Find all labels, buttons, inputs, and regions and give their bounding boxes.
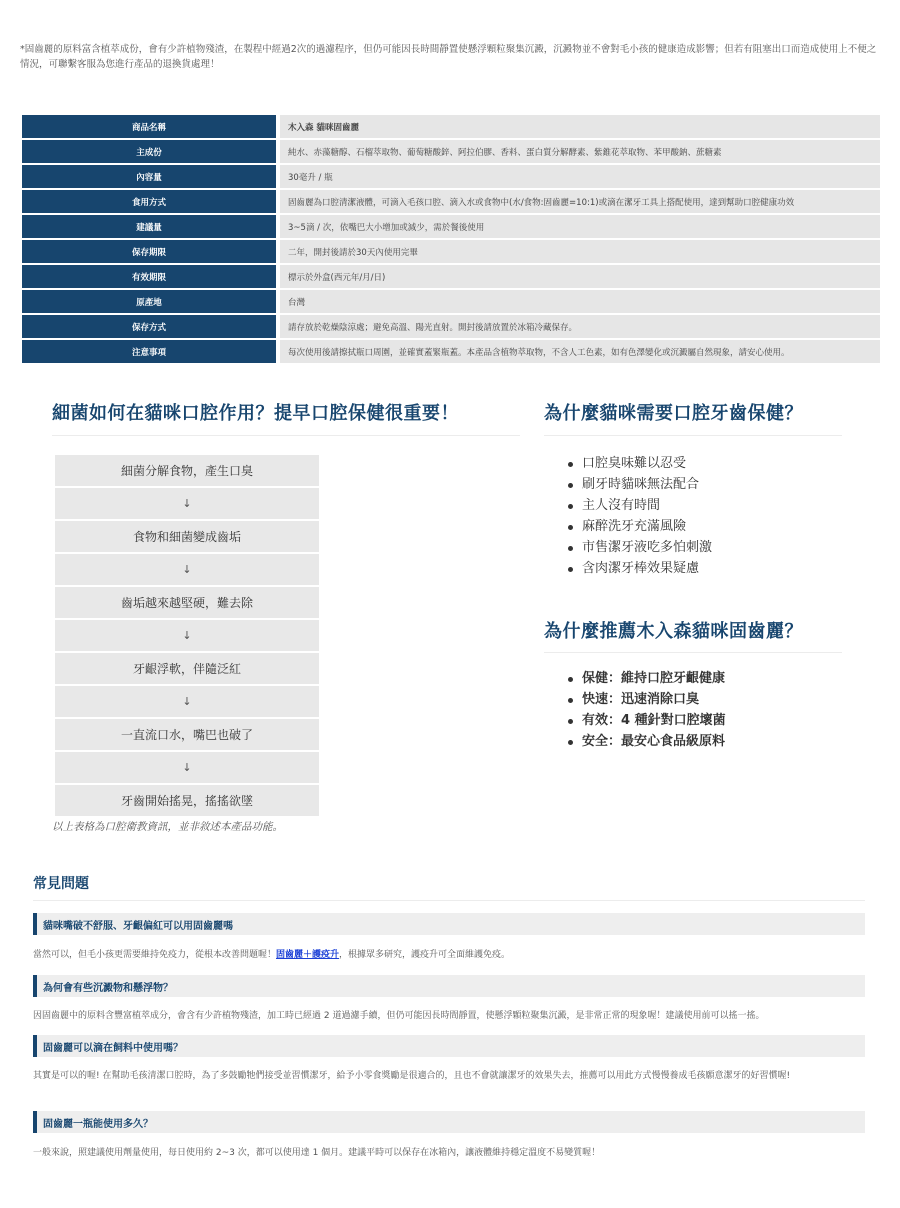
list-item: 安全：最安心食品級原料 xyxy=(566,731,726,752)
why-heading: 為什麼貓咪需要口腔牙齒保健？ xyxy=(544,403,803,424)
spec-row-shelf-life xyxy=(22,240,880,263)
recommend-list xyxy=(566,668,726,752)
spec-row-volume xyxy=(22,165,880,188)
flow-arrow: ↓ xyxy=(55,620,319,651)
answer-text: 當然可以，但毛小孩更需要維持免疫力，從根本改善問題喔！ xyxy=(33,950,277,960)
list-item: 口腔臭味難以忍受 xyxy=(566,453,712,474)
spec-value: 標示於外盒(西元年/月/日) xyxy=(276,265,880,288)
list-item: 有效：4 種針對口腔壞菌 xyxy=(566,710,726,731)
bacteria-heading: 細菌如何在貓咪口腔作用？提早口腔保健很重要！ xyxy=(52,403,459,424)
spec-key: 原產地 xyxy=(22,290,276,313)
divider xyxy=(544,435,842,436)
flow-step: 牙齦浮軟，伴隨泛紅 xyxy=(55,653,319,684)
faq-question[interactable]: 固齒麗可以滴在飼料中使用嗎？ xyxy=(33,1035,865,1057)
divider xyxy=(33,900,865,901)
list-item: 保健：維持口腔牙齦健康 xyxy=(566,668,726,689)
spec-key: 食用方式 xyxy=(22,190,276,213)
spec-key: 注意事項 xyxy=(22,340,276,363)
spec-value: 純水、赤藻糖醇、石榴萃取物、葡萄糖酸鋅、阿拉伯膠、香料、蛋白質分解酵素、紫錐花萃取物、苯甲酸鈉、蔗糖素 xyxy=(276,140,880,163)
list-item: 快速：迅速消除口臭 xyxy=(566,689,726,710)
spec-value: 30毫升 / 瓶 xyxy=(276,165,880,188)
list-item: 主人沒有時間 xyxy=(566,495,712,516)
spec-value: 木入森 貓咪固齒麗 xyxy=(276,115,880,138)
faq-answer xyxy=(33,948,865,963)
flow-arrow: ↓ xyxy=(55,554,319,585)
flow-arrow: ↓ xyxy=(55,686,319,717)
spec-key: 內容量 xyxy=(22,165,276,188)
spec-value: 3~5滴 / 次，依嘴巴大小增加或減少，需於餐後使用 xyxy=(276,215,880,238)
list-item: 麻醉洗牙充滿風險 xyxy=(566,516,712,537)
spec-value: 台灣 xyxy=(276,290,880,313)
spec-key: 有效期限 xyxy=(22,265,276,288)
divider xyxy=(52,435,520,436)
spec-row-ingredients xyxy=(22,140,880,163)
answer-text: ，根據眾多研究，護疫升可全面維護免疫。 xyxy=(339,950,511,960)
faq-title: 常見問題 xyxy=(33,876,89,892)
spec-key: 保存方式 xyxy=(22,315,276,338)
spec-row-usage xyxy=(22,190,880,213)
divider xyxy=(544,652,842,653)
faq-answer: 因固齒麗中的原料含豐富植萃成分，會含有少許植物殘渣，加工時已經過 2 道過濾手續，但仍可能因長時間靜置，使懸浮顆粒聚集沉澱，是非常正常的現象喔！建議使用前可以搖一搖。 xyxy=(33,1011,765,1021)
product-link[interactable]: 固齒麗＋護疫升 xyxy=(276,950,340,960)
spec-row-storage xyxy=(22,315,880,338)
spec-key: 商品名稱 xyxy=(22,115,276,138)
flow-step: 細菌分解食物，產生口臭 xyxy=(55,455,319,486)
spec-value: 固齒麗為口腔清潔液體，可滴入毛孩口腔、滴入水或食物中(水/食物:固齒麗=10:1)或滴在潔牙工具上搭配使用，達到幫助口腔健康功效 xyxy=(276,190,880,213)
faq-answer: 一般來說，照建議使用劑量使用，每日使用約 2~3 次，都可以使用達 1 個月。建議平時可以保存在冰箱內，讓液體維持穩定溫度不易變質喔！ xyxy=(33,1148,601,1158)
faq-question[interactable]: 貓咪嘴破不舒服、牙齦偏紅可以用固齒麗嗎 xyxy=(33,913,865,935)
flow-step: 一直流口水，嘴巴也破了 xyxy=(55,719,319,750)
spec-row-name xyxy=(22,115,880,138)
recommend-heading: 為什麼推薦木入森貓咪固齒麗？ xyxy=(544,621,803,642)
spec-row-dosage xyxy=(22,215,880,238)
faq-question[interactable]: 固齒麗一瓶能使用多久？ xyxy=(33,1111,865,1133)
product-notice: *固齒麗的原料富含植萃成份，會有少許植物殘渣，在製程中經過2次的過濾程序，但仍可能因長時間靜置使懸浮顆粒聚集沉澱，沉澱物並不會對毛小孩的健康造成影響；但若有阻塞出口而造成使用上不便之情況，可聯繫客服為您進行產品的退換貨處理！ xyxy=(20,44,877,70)
spec-table xyxy=(22,113,880,365)
list-item: 含肉潔牙棒效果疑慮 xyxy=(566,558,712,579)
spec-row-notes xyxy=(22,340,880,363)
flow-step: 食物和細菌變成齒垢 xyxy=(55,521,319,552)
faq-answer: 其實是可以的喔! 在幫助毛孩清潔口腔時，為了多鼓勵牠們接受並習慣潔牙，給予小零食獎勵是很適合的，且也不會就讓潔牙的效果失去，推薦可以用此方式慢慢養成毛孩願意潔牙的好習慣喔! xyxy=(33,1071,791,1081)
bacteria-flow xyxy=(55,455,319,818)
flow-arrow: ↓ xyxy=(55,752,319,783)
why-list xyxy=(566,453,712,579)
flow-step: 齒垢越來越堅硬，難去除 xyxy=(55,587,319,618)
list-item: 市售潔牙液吃多怕刺激 xyxy=(566,537,712,558)
spec-key: 保存期限 xyxy=(22,240,276,263)
spec-key: 主成份 xyxy=(22,140,276,163)
flow-step: 牙齒開始搖晃，搖搖欲墜 xyxy=(55,785,319,816)
flow-arrow: ↓ xyxy=(55,488,319,519)
list-item: 刷牙時貓咪無法配合 xyxy=(566,474,712,495)
spec-row-expiry xyxy=(22,265,880,288)
faq-question[interactable]: 為何會有些沉澱物和懸浮物？ xyxy=(33,975,865,997)
spec-value: 二年，開封後請於30天內使用完畢 xyxy=(276,240,880,263)
spec-value: 每次使用後請擦拭瓶口周圍，並確實蓋緊瓶蓋。本產品含植物萃取物，不含人工色素，如有色澤變化或沉澱屬自然現象，請安心使用。 xyxy=(276,340,880,363)
flow-disclaimer: 以上表格為口腔衛教資訊，並非敘述本產品功能。 xyxy=(52,821,283,833)
spec-row-origin xyxy=(22,290,880,313)
spec-value: 請存放於乾燥陰涼處；避免高溫、陽光直射。開封後請放置於冰箱冷藏保存。 xyxy=(276,315,880,338)
spec-key: 建議量 xyxy=(22,215,276,238)
